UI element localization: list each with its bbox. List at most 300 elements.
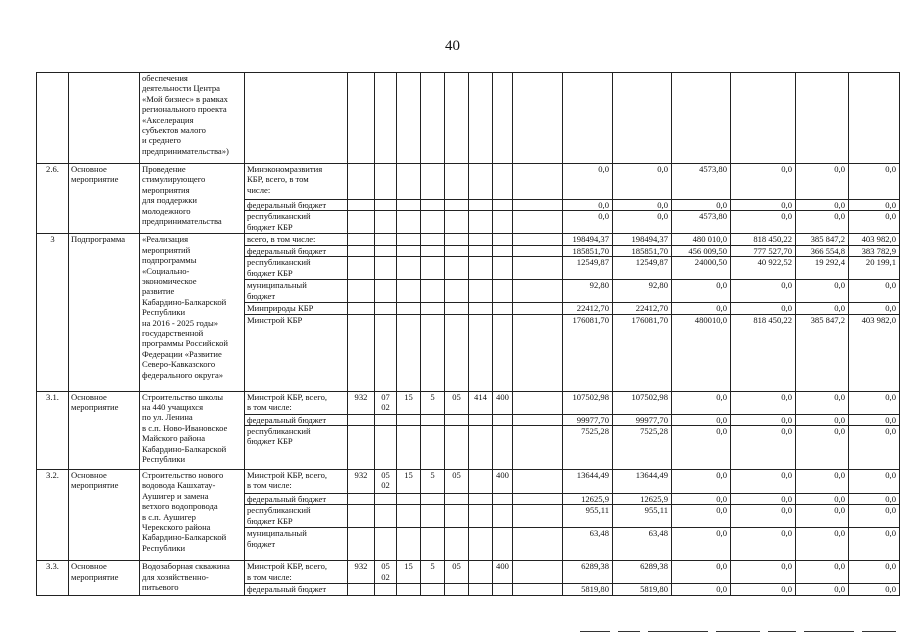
vr-cell bbox=[513, 73, 563, 164]
cs4-cell bbox=[493, 505, 513, 528]
value-cell: 0,0 bbox=[672, 561, 731, 584]
value-cell: 0,0 bbox=[672, 470, 731, 494]
value-cell: 7525,28 bbox=[613, 426, 672, 470]
value-cell: 0,0 bbox=[796, 470, 849, 494]
grbs-cell bbox=[348, 414, 375, 425]
status-cell: Основное мероприятие bbox=[69, 391, 140, 469]
value-cell: 0,0 bbox=[849, 561, 900, 584]
grbs-cell bbox=[348, 73, 375, 164]
pr-cell bbox=[397, 584, 421, 595]
rz-cell bbox=[375, 494, 397, 505]
cs1-cell bbox=[421, 280, 445, 303]
value-cell: 0,0 bbox=[731, 391, 796, 414]
cs3-cell bbox=[469, 200, 493, 211]
source-cell: Минстрой КБР, всего, в том числе: bbox=[245, 470, 348, 494]
value-cell: 0,0 bbox=[731, 200, 796, 211]
cs2-cell bbox=[445, 211, 469, 234]
table-row bbox=[37, 470, 900, 494]
value-cell: 12549,87 bbox=[563, 257, 613, 280]
cs3-cell bbox=[469, 234, 493, 245]
source-cell: республиканский бюджет КБР bbox=[245, 257, 348, 280]
value-cell: 0,0 bbox=[796, 494, 849, 505]
value-cell: 6289,38 bbox=[563, 561, 613, 584]
value-cell: 185851,70 bbox=[563, 245, 613, 256]
pr-cell bbox=[397, 528, 421, 561]
cs3-cell bbox=[469, 245, 493, 256]
value-cell: 63,48 bbox=[563, 528, 613, 561]
value-cell: 0,0 bbox=[731, 303, 796, 314]
source-cell: Минстрой КБР, всего, в том числе: bbox=[245, 391, 348, 414]
rz-cell bbox=[375, 414, 397, 425]
row-number-cell: 3.3. bbox=[37, 561, 69, 595]
value-cell: 818 450,22 bbox=[731, 234, 796, 245]
name-cell: «Реализация мероприятий подпрограммы «Социально- экономическое развитие Кабардино-Балкарской Республики на 2016 - 2025 годы» государственной программы Российской Федерации «Развитие Северо-Кавказского федерального округа» bbox=[140, 234, 245, 391]
value-cell bbox=[563, 73, 613, 164]
value-cell: 0,0 bbox=[731, 494, 796, 505]
pr-cell bbox=[397, 426, 421, 470]
grbs-cell bbox=[348, 200, 375, 211]
cs4-cell bbox=[493, 303, 513, 314]
pr-cell bbox=[397, 245, 421, 256]
rz-cell bbox=[375, 528, 397, 561]
rz-cell bbox=[375, 314, 397, 391]
cs1-cell bbox=[421, 414, 445, 425]
value-cell: 0,0 bbox=[796, 505, 849, 528]
value-cell: 4573,80 bbox=[672, 164, 731, 200]
grbs-cell bbox=[348, 211, 375, 234]
value-cell: 0,0 bbox=[796, 426, 849, 470]
vr-cell bbox=[513, 245, 563, 256]
value-cell: 0,0 bbox=[672, 494, 731, 505]
table-body bbox=[37, 73, 900, 596]
grbs-cell bbox=[348, 245, 375, 256]
vr-cell bbox=[513, 494, 563, 505]
status-cell: Подпрограмма bbox=[69, 234, 140, 391]
value-cell: 0,0 bbox=[849, 164, 900, 200]
cs3-cell bbox=[469, 494, 493, 505]
value-cell: 0,0 bbox=[672, 200, 731, 211]
cs3-cell bbox=[469, 280, 493, 303]
value-cell: 0,0 bbox=[731, 211, 796, 234]
source-cell bbox=[245, 73, 348, 164]
vr-cell bbox=[513, 164, 563, 200]
cs2-cell: 05 bbox=[445, 391, 469, 414]
cs4-cell bbox=[493, 280, 513, 303]
source-cell: федеральный бюджет bbox=[245, 200, 348, 211]
value-cell: 107502,98 bbox=[563, 391, 613, 414]
status-cell: Основное мероприятие bbox=[69, 164, 140, 234]
cs4-cell bbox=[493, 257, 513, 280]
grbs-cell bbox=[348, 314, 375, 391]
table-row bbox=[37, 391, 900, 414]
value-cell: 0,0 bbox=[731, 505, 796, 528]
value-cell: 0,0 bbox=[796, 200, 849, 211]
value-cell: 5819,80 bbox=[563, 584, 613, 595]
grbs-cell bbox=[348, 505, 375, 528]
cs2-cell bbox=[445, 528, 469, 561]
value-cell: 366 554,8 bbox=[796, 245, 849, 256]
name-cell: Строительство нового водовода Кашхатау- Аушигер и замена ветхого водопровода в с.п. Аушигер Черекского района Кабардино-Балкарской Республики bbox=[140, 470, 245, 561]
cs1-cell bbox=[421, 584, 445, 595]
grbs-cell bbox=[348, 280, 375, 303]
source-cell: Минстрой КБР bbox=[245, 314, 348, 391]
cs1-cell: 5 bbox=[421, 561, 445, 584]
cs1-cell bbox=[421, 200, 445, 211]
grbs-cell bbox=[348, 234, 375, 245]
value-cell: 176081,70 bbox=[613, 314, 672, 391]
cs3-cell: 414 bbox=[469, 391, 493, 414]
grbs-cell bbox=[348, 426, 375, 470]
status-cell bbox=[69, 73, 140, 164]
value-cell bbox=[796, 73, 849, 164]
value-cell: 92,80 bbox=[613, 280, 672, 303]
pr-cell bbox=[397, 257, 421, 280]
vr-cell bbox=[513, 280, 563, 303]
value-cell: 818 450,22 bbox=[731, 314, 796, 391]
cs1-cell: 5 bbox=[421, 470, 445, 494]
value-cell: 12625,9 bbox=[613, 494, 672, 505]
cs1-cell bbox=[421, 528, 445, 561]
value-cell: 0,0 bbox=[672, 414, 731, 425]
grbs-cell bbox=[348, 528, 375, 561]
cs2-cell bbox=[445, 314, 469, 391]
value-cell: 0,0 bbox=[849, 584, 900, 595]
cs2-cell bbox=[445, 200, 469, 211]
value-cell: 0,0 bbox=[731, 426, 796, 470]
rz-cell bbox=[375, 164, 397, 200]
row-number-cell: 3.2. bbox=[37, 470, 69, 561]
vr-cell bbox=[513, 414, 563, 425]
rz-cell bbox=[375, 245, 397, 256]
cs2-cell bbox=[445, 505, 469, 528]
cs3-cell bbox=[469, 257, 493, 280]
value-cell: 0,0 bbox=[849, 211, 900, 234]
value-cell: 0,0 bbox=[731, 528, 796, 561]
cs2-cell: 05 bbox=[445, 561, 469, 584]
cs2-cell bbox=[445, 426, 469, 470]
table-row bbox=[37, 73, 900, 164]
value-cell: 0,0 bbox=[672, 391, 731, 414]
source-cell: федеральный бюджет bbox=[245, 494, 348, 505]
vr-cell bbox=[513, 314, 563, 391]
value-cell: 0,0 bbox=[796, 414, 849, 425]
cs4-cell bbox=[493, 234, 513, 245]
source-cell: муниципальный бюджет bbox=[245, 528, 348, 561]
value-cell: 24000,50 bbox=[672, 257, 731, 280]
value-cell: 0,0 bbox=[731, 164, 796, 200]
pr-cell: 15 bbox=[397, 470, 421, 494]
value-cell: 6289,38 bbox=[613, 561, 672, 584]
pr-cell bbox=[397, 505, 421, 528]
value-cell: 0,0 bbox=[563, 200, 613, 211]
table-row bbox=[37, 164, 900, 200]
value-cell: 0,0 bbox=[613, 164, 672, 200]
cs4-cell bbox=[493, 528, 513, 561]
source-cell: муниципальный бюджет bbox=[245, 280, 348, 303]
row-number-cell: 2.6. bbox=[37, 164, 69, 234]
rz-cell: 05 02 bbox=[375, 470, 397, 494]
cs2-cell bbox=[445, 280, 469, 303]
cs3-cell bbox=[469, 505, 493, 528]
value-cell: 92,80 bbox=[563, 280, 613, 303]
status-cell: Основное мероприятие bbox=[69, 470, 140, 561]
value-cell: 0,0 bbox=[796, 164, 849, 200]
vr-cell bbox=[513, 211, 563, 234]
rz-cell bbox=[375, 280, 397, 303]
pr-cell bbox=[397, 494, 421, 505]
pr-cell bbox=[397, 280, 421, 303]
budget-table bbox=[36, 72, 900, 596]
cs3-cell bbox=[469, 426, 493, 470]
vr-cell bbox=[513, 470, 563, 494]
cs4-cell bbox=[493, 314, 513, 391]
cs3-cell bbox=[469, 584, 493, 595]
rz-cell bbox=[375, 505, 397, 528]
grbs-cell bbox=[348, 494, 375, 505]
value-cell: 19 292,4 bbox=[796, 257, 849, 280]
cs1-cell bbox=[421, 303, 445, 314]
cs1-cell bbox=[421, 314, 445, 391]
vr-cell bbox=[513, 528, 563, 561]
value-cell: 0,0 bbox=[731, 584, 796, 595]
cs2-cell bbox=[445, 257, 469, 280]
value-cell: 0,0 bbox=[731, 470, 796, 494]
cs1-cell bbox=[421, 73, 445, 164]
value-cell: 0,0 bbox=[849, 426, 900, 470]
rz-cell: 07 02 bbox=[375, 391, 397, 414]
cs4-cell bbox=[493, 426, 513, 470]
value-cell: 0,0 bbox=[849, 470, 900, 494]
value-cell: 0,0 bbox=[796, 211, 849, 234]
value-cell: 403 982,0 bbox=[849, 234, 900, 245]
cs1-cell bbox=[421, 164, 445, 200]
table-row bbox=[37, 234, 900, 245]
table-row bbox=[37, 561, 900, 584]
value-cell: 13644,49 bbox=[613, 470, 672, 494]
value-cell: 0,0 bbox=[796, 280, 849, 303]
cs4-cell bbox=[493, 245, 513, 256]
value-cell: 0,0 bbox=[672, 528, 731, 561]
value-cell: 403 982,0 bbox=[849, 314, 900, 391]
vr-cell bbox=[513, 200, 563, 211]
row-number-cell: 3.1. bbox=[37, 391, 69, 469]
cs3-cell bbox=[469, 561, 493, 584]
cs4-cell: 400 bbox=[493, 470, 513, 494]
value-cell: 0,0 bbox=[731, 561, 796, 584]
cs1-cell bbox=[421, 245, 445, 256]
row-number-cell: 3 bbox=[37, 234, 69, 391]
value-cell bbox=[849, 73, 900, 164]
pr-cell: 15 bbox=[397, 391, 421, 414]
grbs-cell bbox=[348, 257, 375, 280]
value-cell: 22412,70 bbox=[563, 303, 613, 314]
source-cell: республиканский бюджет КБР bbox=[245, 426, 348, 470]
cs4-cell bbox=[493, 414, 513, 425]
value-cell: 383 782,9 bbox=[849, 245, 900, 256]
value-cell: 0,0 bbox=[796, 528, 849, 561]
value-cell: 385 847,2 bbox=[796, 234, 849, 245]
value-cell: 0,0 bbox=[672, 280, 731, 303]
value-cell: 99977,70 bbox=[563, 414, 613, 425]
cs3-cell bbox=[469, 164, 493, 200]
source-cell: федеральный бюджет bbox=[245, 245, 348, 256]
cs3-cell bbox=[469, 470, 493, 494]
value-cell: 0,0 bbox=[849, 280, 900, 303]
cs3-cell bbox=[469, 73, 493, 164]
name-cell: Строительство школы на 440 учащихся по ул. Ленина в с.п. Ново-Ивановское Майского района Кабардино-Балкарской Республики bbox=[140, 391, 245, 469]
value-cell: 0,0 bbox=[849, 303, 900, 314]
value-cell: 176081,70 bbox=[563, 314, 613, 391]
value-cell: 955,11 bbox=[563, 505, 613, 528]
pr-cell bbox=[397, 200, 421, 211]
cs1-cell: 5 bbox=[421, 391, 445, 414]
grbs-cell bbox=[348, 303, 375, 314]
cs3-cell bbox=[469, 303, 493, 314]
value-cell: 4573,80 bbox=[672, 211, 731, 234]
value-cell: 40 922,52 bbox=[731, 257, 796, 280]
vr-cell bbox=[513, 303, 563, 314]
value-cell: 13644,49 bbox=[563, 470, 613, 494]
value-cell: 0,0 bbox=[731, 280, 796, 303]
value-cell: 185851,70 bbox=[613, 245, 672, 256]
value-cell: 0,0 bbox=[849, 494, 900, 505]
value-cell: 99977,70 bbox=[613, 414, 672, 425]
grbs-cell: 932 bbox=[348, 391, 375, 414]
rz-cell bbox=[375, 234, 397, 245]
grbs-cell: 932 bbox=[348, 561, 375, 584]
source-cell: Минприроды КБР bbox=[245, 303, 348, 314]
rz-cell bbox=[375, 211, 397, 234]
cs1-cell bbox=[421, 505, 445, 528]
value-cell: 0,0 bbox=[672, 584, 731, 595]
cs2-cell bbox=[445, 303, 469, 314]
value-cell: 12549,87 bbox=[613, 257, 672, 280]
pr-cell bbox=[397, 211, 421, 234]
name-cell: Водозаборная скважина для хозяйственно- питьевого bbox=[140, 561, 245, 595]
value-cell: 0,0 bbox=[613, 200, 672, 211]
value-cell: 5819,80 bbox=[613, 584, 672, 595]
cs4-cell bbox=[493, 494, 513, 505]
pr-cell bbox=[397, 414, 421, 425]
cs1-cell bbox=[421, 234, 445, 245]
source-cell: Минстрой КБР, всего, в том числе: bbox=[245, 561, 348, 584]
cs1-cell bbox=[421, 426, 445, 470]
value-cell: 0,0 bbox=[731, 414, 796, 425]
value-cell: 107502,98 bbox=[613, 391, 672, 414]
vr-cell bbox=[513, 426, 563, 470]
cs2-cell bbox=[445, 584, 469, 595]
cs1-cell bbox=[421, 211, 445, 234]
vr-cell bbox=[513, 584, 563, 595]
value-cell: 0,0 bbox=[563, 211, 613, 234]
grbs-cell bbox=[348, 164, 375, 200]
value-cell: 0,0 bbox=[672, 505, 731, 528]
value-cell: 955,11 bbox=[613, 505, 672, 528]
cs2-cell bbox=[445, 414, 469, 425]
vr-cell bbox=[513, 505, 563, 528]
cs4-cell bbox=[493, 164, 513, 200]
value-cell: 198494,37 bbox=[613, 234, 672, 245]
value-cell: 0,0 bbox=[849, 505, 900, 528]
cs2-cell bbox=[445, 234, 469, 245]
value-cell: 0,0 bbox=[796, 584, 849, 595]
rz-cell bbox=[375, 73, 397, 164]
source-cell: всего, в том числе: bbox=[245, 234, 348, 245]
pr-cell bbox=[397, 234, 421, 245]
pr-cell: 15 bbox=[397, 561, 421, 584]
vr-cell bbox=[513, 561, 563, 584]
cs2-cell bbox=[445, 494, 469, 505]
name-cell: обеспечения деятельности Центра «Мой бизнес» в рамках регионального проекта «Акселерация субъектов малого и среднего предпринимательства») bbox=[140, 73, 245, 164]
rz-cell bbox=[375, 426, 397, 470]
value-cell: 22412,70 bbox=[613, 303, 672, 314]
value-cell: 0,0 bbox=[849, 414, 900, 425]
cs4-cell bbox=[493, 200, 513, 211]
vr-cell bbox=[513, 234, 563, 245]
value-cell: 0,0 bbox=[613, 211, 672, 234]
value-cell: 0,0 bbox=[796, 391, 849, 414]
cs2-cell bbox=[445, 164, 469, 200]
footer-rule bbox=[560, 631, 900, 635]
value-cell: 0,0 bbox=[796, 303, 849, 314]
value-cell: 0,0 bbox=[672, 426, 731, 470]
value-cell bbox=[731, 73, 796, 164]
pr-cell bbox=[397, 73, 421, 164]
cs1-cell bbox=[421, 494, 445, 505]
value-cell: 480010,0 bbox=[672, 314, 731, 391]
value-cell: 480 010,0 bbox=[672, 234, 731, 245]
cs3-cell bbox=[469, 528, 493, 561]
cs4-cell: 400 bbox=[493, 391, 513, 414]
pr-cell bbox=[397, 303, 421, 314]
value-cell bbox=[613, 73, 672, 164]
value-cell: 12625,9 bbox=[563, 494, 613, 505]
value-cell: 0,0 bbox=[849, 200, 900, 211]
cs3-cell bbox=[469, 414, 493, 425]
cs2-cell: 05 bbox=[445, 470, 469, 494]
vr-cell bbox=[513, 257, 563, 280]
cs1-cell bbox=[421, 257, 445, 280]
row-number-cell bbox=[37, 73, 69, 164]
cs3-cell bbox=[469, 211, 493, 234]
value-cell: 20 199,1 bbox=[849, 257, 900, 280]
source-cell: республиканский бюджет КБР bbox=[245, 211, 348, 234]
source-cell: федеральный бюджет bbox=[245, 584, 348, 595]
name-cell: Проведение стимулирующего мероприятия для поддержки молодежного предпринимательства bbox=[140, 164, 245, 234]
value-cell: 456 009,50 bbox=[672, 245, 731, 256]
grbs-cell bbox=[348, 584, 375, 595]
status-cell: Основное мероприятие bbox=[69, 561, 140, 595]
value-cell: 7525,28 bbox=[563, 426, 613, 470]
cs2-cell bbox=[445, 73, 469, 164]
vr-cell bbox=[513, 391, 563, 414]
value-cell: 0,0 bbox=[563, 164, 613, 200]
cs4-cell bbox=[493, 584, 513, 595]
page-number: 40 bbox=[445, 38, 460, 54]
source-cell: республиканский бюджет КБР bbox=[245, 505, 348, 528]
grbs-cell: 932 bbox=[348, 470, 375, 494]
value-cell: 63,48 bbox=[613, 528, 672, 561]
cs2-cell bbox=[445, 245, 469, 256]
pr-cell bbox=[397, 314, 421, 391]
value-cell: 777 527,70 bbox=[731, 245, 796, 256]
source-cell: Минэкономразвития КБР, всего, в том числе: bbox=[245, 164, 348, 200]
rz-cell bbox=[375, 584, 397, 595]
value-cell: 198494,37 bbox=[563, 234, 613, 245]
value-cell: 0,0 bbox=[672, 303, 731, 314]
cs3-cell bbox=[469, 314, 493, 391]
rz-cell: 05 02 bbox=[375, 561, 397, 584]
